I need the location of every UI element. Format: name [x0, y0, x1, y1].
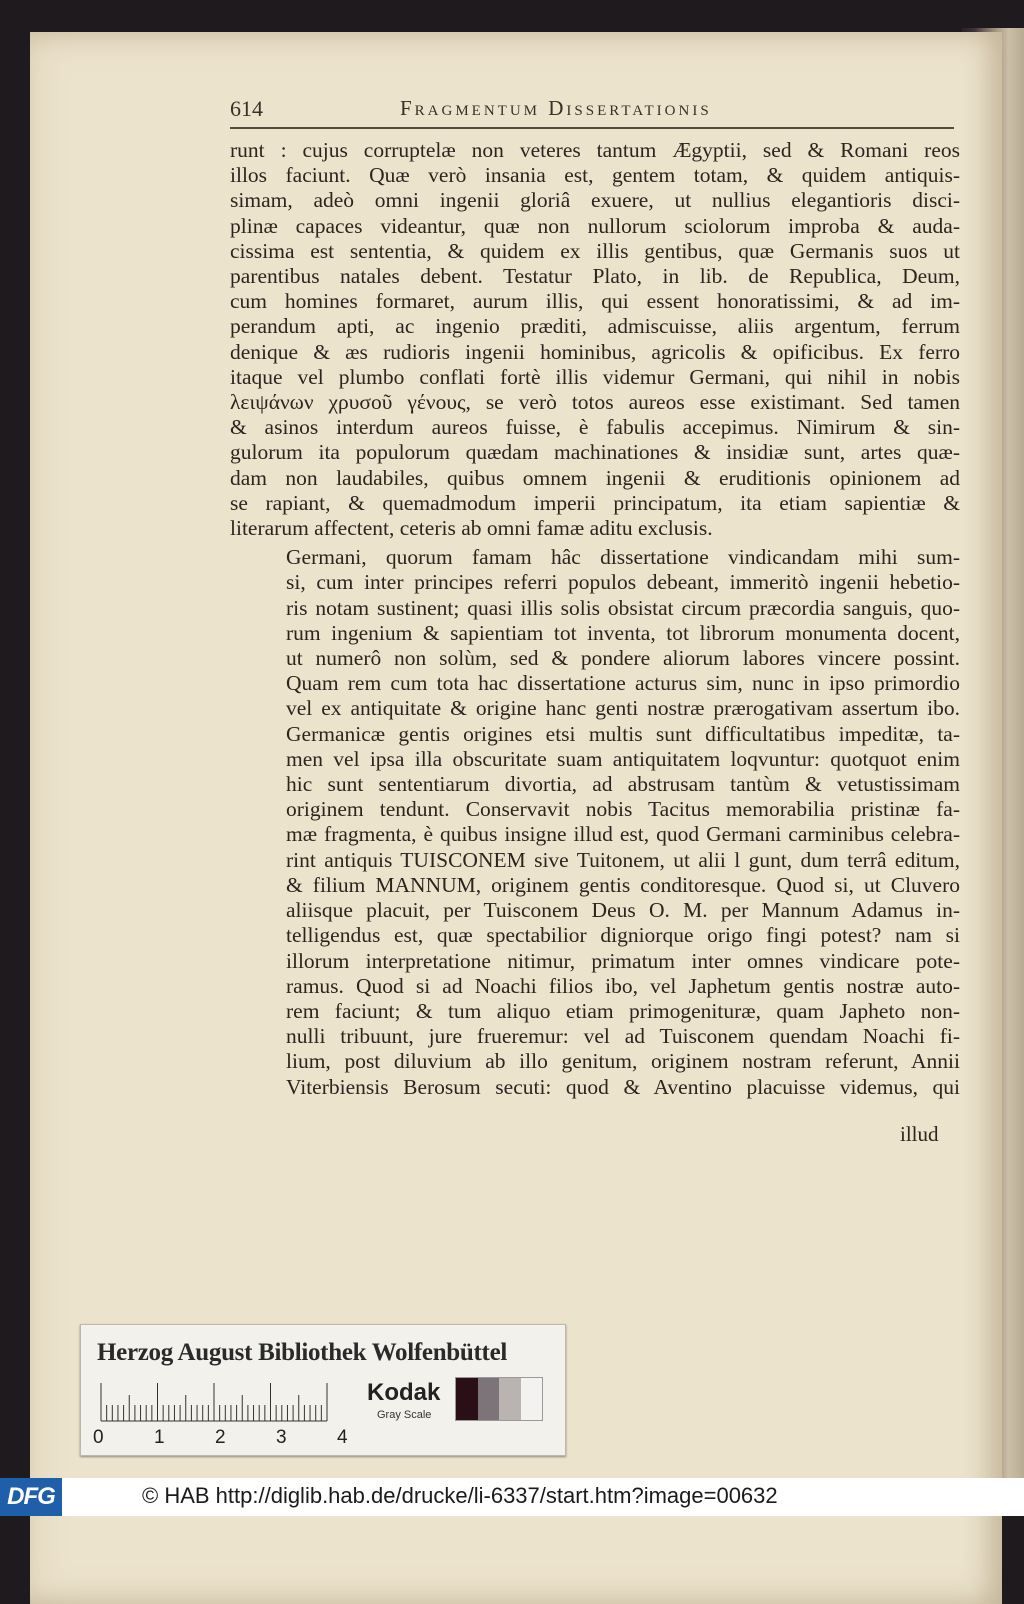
ruler-number: 2	[215, 1427, 226, 1448]
gray-scale-label: Gray Scale	[377, 1409, 432, 1421]
text-line: dam non laudabiles, quibus omnem ingenii & eruditionis opinionem ad	[230, 465, 960, 490]
page-header	[230, 96, 790, 126]
text-line: ut numerô non solùm, sed & pondere aliorum labores vincere possint.	[286, 646, 960, 671]
text-line: perandum apti, ac ingenio præditi, admiscuisse, aliis argentum, ferrum	[230, 314, 960, 339]
paragraph-2	[230, 545, 960, 1099]
text-line: & filium MANNUM, originem gentis conditoresque. Quod si, ut Cluvero	[286, 872, 960, 897]
text-line: rum ingenium & sapientiam tot inventa, tot librorum monumenta docent,	[286, 620, 960, 645]
text-line: itaque vel plumbo conflati fortè illis videmur Germani, qui nihil in nobis	[230, 364, 960, 389]
text-line: si, cum inter principes referri populos debeant, immeritò ingenii hebetio-	[286, 570, 960, 595]
text-line: cissima est sententia, & quidem ex illis gentibus, quæ Germanis suos ut	[230, 238, 960, 263]
library-card	[80, 1324, 566, 1456]
credit-link[interactable]: © HAB http://diglib.hab.de/drucke/li-6337/start.htm?image=00632	[142, 1483, 778, 1508]
ruler-number: 3	[276, 1427, 287, 1448]
text-line: runt : cujus corruptelæ non veteres tantum Ægyptii, sed & Romani reos	[230, 138, 960, 162]
gray-swatches	[455, 1377, 543, 1421]
text-line: aliisque placuit, per Tuisconem Deus O. M. per Mannum Adamus in-	[286, 898, 960, 923]
ruler-number: 0	[93, 1427, 104, 1448]
swatch	[456, 1378, 478, 1420]
text-line: men vel ipsa illa obscuritate suam antiquitatem loqvuntur: quotquot enim	[286, 746, 960, 771]
text-line: Quam rem cum tota hac dissertatione acturus sim, nunc in ipso primordio	[286, 671, 960, 696]
text-line: hic sunt sententiarum divortia, ad abstrusam tantùm & vetustissimam	[286, 772, 960, 797]
paragraph-1	[230, 138, 960, 541]
text-line: Germani, quorum famam hâc dissertatione vindicandam mihi sum-	[286, 545, 960, 570]
body-text	[230, 138, 960, 1100]
text-line: parentibus natales debent. Testatur Plato, in lib. de Republica, Deum,	[230, 264, 960, 289]
text-line: illorum interpretatione nitimur, primatum inter omnes vindicare pote-	[286, 948, 960, 973]
header-rule	[230, 127, 954, 129]
text-line: rint antiquis TUISCONEM sive Tuitonem, ut alii l gunt, dum terrâ editum,	[286, 847, 960, 872]
text-line: originem tendunt. Conservavit nobis Tacitus memorabilia pristinæ fa-	[286, 797, 960, 822]
swatch	[521, 1378, 543, 1420]
dfg-logo[interactable]: DFG	[0, 1478, 62, 1516]
text-line: gulorum ita populorum quædam machinationes & insidiæ sunt, artes quæ-	[230, 440, 960, 465]
footer-bar	[0, 1478, 1024, 1516]
text-line: vel ex antiquitate & origine hanc genti nostræ prærogativam assertum ibo.	[286, 696, 960, 721]
ruler-number: 4	[337, 1427, 348, 1448]
text-line: ris notam sustinent; quasi illis solis obsistat circum præcordia sanguis, quo-	[286, 595, 960, 620]
page-number: 614	[230, 96, 263, 121]
text-line: simam, adeò omni ingenii gloriâ exuere, ut nullius elegantioris disci-	[230, 188, 960, 213]
text-line: λειψάνων χρυσοῦ γένους, se verò totos aureos esse existimant. Sed tamen	[230, 390, 960, 415]
text-line: plinæ capaces videantur, quæ non nullorum sciolorum improba & auda-	[230, 213, 960, 238]
catchword: illud	[900, 1122, 939, 1146]
kodak-logo: Kodak	[367, 1379, 441, 1406]
text-line: telligendus est, quæ spectabilior digniorque origo fingi potest? nam si	[286, 923, 960, 948]
text-line: Germanicæ gentis origines etsi multis sunt difficultatibus impeditæ, ta-	[286, 721, 960, 746]
ruler-numbers	[93, 1427, 353, 1451]
text-line: literarum affectent, ceteris ab omni famæ aditu exclusis.	[230, 516, 713, 541]
text-line: denique & æs rudioris ingenii hominibus, agricolis & opificibus. Ex ferro	[230, 339, 960, 364]
text-line: & asinos interdum aureos fuisse, è fabulis accepimus. Nimirum & sin-	[230, 415, 960, 440]
text-line: nulli tribuunt, jure frueremur: vel ad Tuisconem quendam Noachi fi-	[286, 1024, 960, 1049]
text-line: se rapiant, & quemadmodum imperii principatum, ita etiam sapientiæ &	[230, 490, 960, 515]
text-line: lium, post diluvium ab illo genitum, originem nostram referunt, Annii	[286, 1049, 960, 1074]
ruler-number: 1	[154, 1427, 165, 1448]
swatch	[499, 1378, 521, 1420]
text-line: illos faciunt. Quæ verò insania est, gentem totam, & quidem antiquis-	[230, 163, 960, 188]
swatch	[478, 1378, 500, 1420]
library-name: Herzog August Bibliothek Wolfenbüttel	[97, 1339, 508, 1366]
text-line: Viterbiensis Berosum secuti: quod & Aventino placuisse videmus, qui	[286, 1074, 960, 1099]
ruler-scale	[99, 1381, 329, 1425]
text-line: ramus. Quod si ad Noachi filios ibo, vel Japhetum gentis nostræ auto-	[286, 973, 960, 998]
text-line: rem faciunt; & tum aliquo etiam primogenituræ, quam Japheto non-	[286, 998, 960, 1023]
text-line: cum homines formaret, aurum illis, qui essent honoratissimi, & ad im-	[230, 289, 960, 314]
running-head: Fragmentum Dissertationis	[400, 96, 712, 120]
text-line: mæ fragmenta, è quibus insigne illud est, quod Germani carminibus celebra-	[286, 822, 960, 847]
